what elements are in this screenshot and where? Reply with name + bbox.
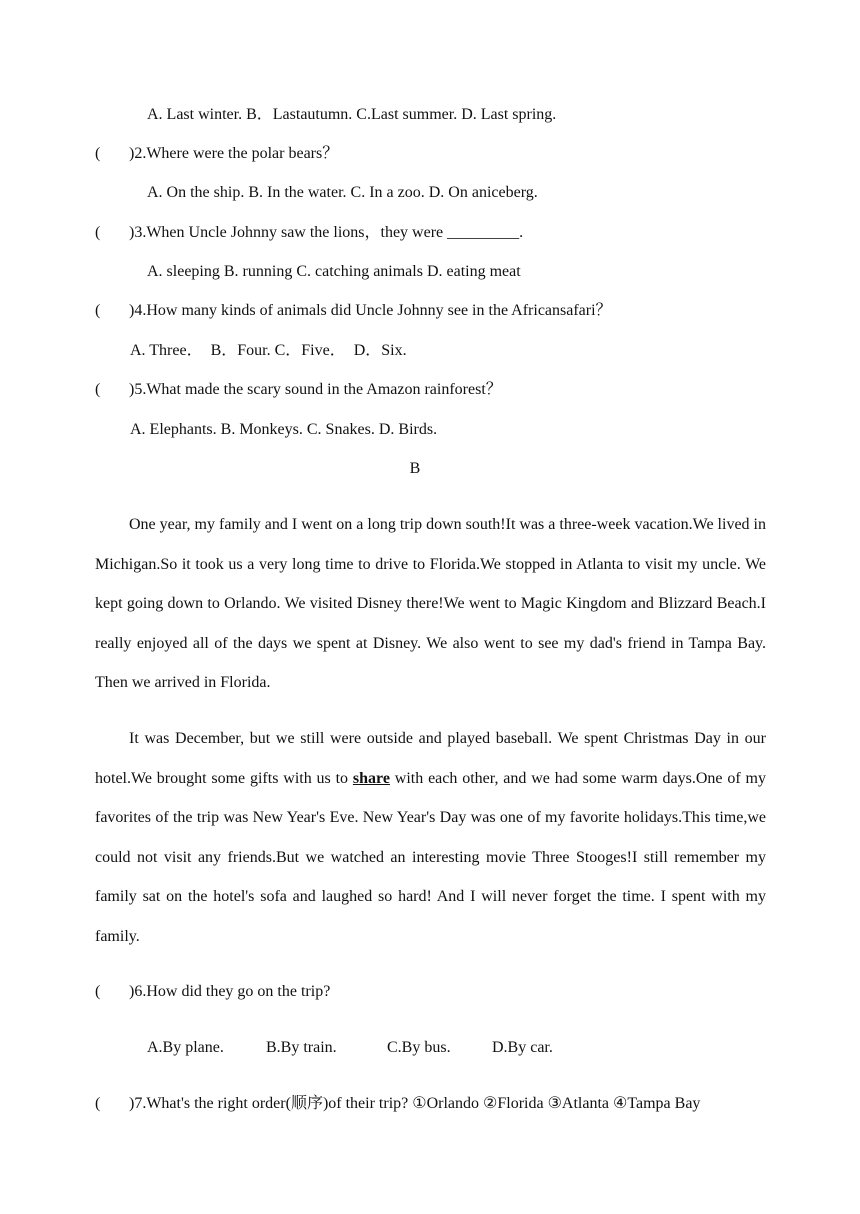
q3-options: A. sleeping B. running C. catching animals D. eating meat	[147, 263, 521, 280]
question-4-text: )4.How many kinds of animals did Uncle Johnny see in the Africansafari？	[129, 302, 612, 319]
passage-paragraph-1: One year, my family and I went on a long trip down south!It was a three-week vacation.We lived in Michigan.So it took us a very long time to drive to Florida.We stopped in Atlanta to visit my uncle. We kept going down to Orlando. We visited Disney there!We went to Magic Kingdom and Blizzard Beach.I really enjoyed all of the days we spent at Disney. We also went to see my dad's friend in Tampa Bay. Then we arrived in Florida.	[95, 516, 766, 691]
keyword-share: share	[352, 769, 390, 787]
question-5	[95, 380, 502, 400]
question-6	[95, 982, 330, 1002]
q5-options: A. Elephants. B. Monkeys. C. Snakes. D. Birds.	[130, 421, 438, 438]
answer-blank[interactable]: (	[95, 302, 101, 319]
question-7-text: )7.What's the right order(顺序)of their trip? ①Orlando ②Florida ③Atlanta ④Tampa Bay	[129, 1095, 701, 1112]
question-2-text: )2.Where were the polar bears？	[129, 145, 339, 162]
q6-option-d: D.By car.	[492, 1039, 553, 1056]
question-4	[95, 301, 612, 321]
passage-p2-before: It was December, but we still were outside and played baseball. We spent Christmas Day in our hotel.We brought some gifts with us to	[95, 730, 766, 787]
answer-blank[interactable]: (	[95, 1095, 101, 1112]
question-7	[95, 1094, 700, 1114]
q4-options: A. Three． B．Four. C．Five． D．Six.	[130, 342, 407, 359]
section-heading-b: B	[409, 460, 421, 477]
passage-p2-after: with each other, and we had some warm days.One of my favorites of the trip was New Year's Eve. New Year's Day was one of my favorite holidays.This time,we could not visit any friends.But we watched an interesting movie Three Stooges!I still remember my family sat on the hotel's sofa and laughed so hard! And I will never forget the time. I spent with my family.	[95, 769, 766, 945]
question-6-text: )6.How did they go on the trip?	[129, 983, 331, 1000]
question-2	[95, 144, 338, 164]
answer-blank[interactable]: (	[95, 381, 101, 398]
answer-blank[interactable]: (	[95, 224, 101, 241]
question-3	[95, 223, 523, 243]
q6-options	[147, 1038, 553, 1058]
passage-paragraph-2	[95, 719, 766, 956]
q6-option-b: B.By train.	[266, 1039, 337, 1056]
q1-options: A. Last winter. B．Lastautumn. C.Last summer. D. Last spring.	[147, 106, 557, 123]
q2-options: A. On the ship. B. In the water. C. In a zoo. D. On aniceberg.	[147, 184, 538, 201]
answer-blank[interactable]: (	[95, 983, 101, 1000]
q6-option-a: A.By plane.	[147, 1039, 224, 1056]
answer-blank[interactable]: (	[95, 145, 101, 162]
question-3-text: )3.When Uncle Johnny saw the lions，they were _________.	[129, 224, 524, 241]
question-5-text: )5.What made the scary sound in the Amazon rainforest？	[129, 381, 502, 398]
q6-option-c: C.By bus.	[387, 1039, 451, 1056]
